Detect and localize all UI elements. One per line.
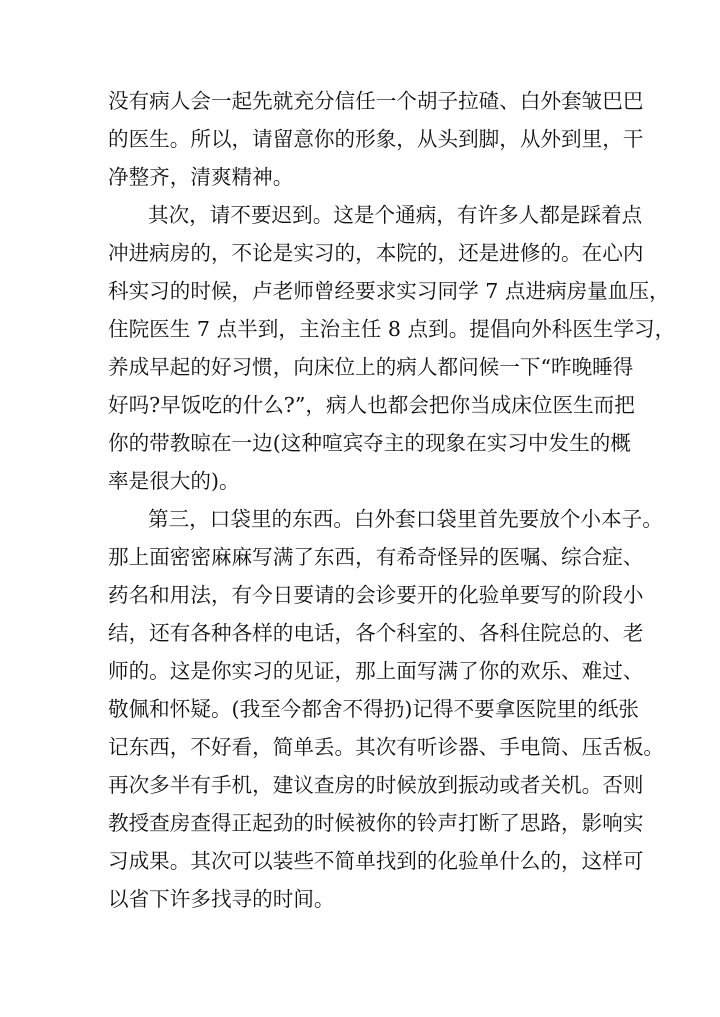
paragraph-3-line-9: 教授查房查得正起劲的时候被你的铃声打断了思路，影响实 bbox=[108, 811, 644, 835]
paragraph-3-line-2: 那上面密密麻麻写满了东西，有希奇怪异的医嘱、综合症、 bbox=[108, 545, 644, 569]
paragraph-2-line-8: 率是很大的)。 bbox=[108, 469, 240, 493]
paragraph-3-line-1: 第三，口袋里的东西。白外套口袋里首先要放个小本子。 bbox=[148, 507, 663, 531]
paragraph-3-line-8: 再次多半有手机，建议查房的时候放到振动或者关机。否则 bbox=[108, 773, 644, 797]
paragraph-2-line-6: 好吗?早饭吃的什么?”，病人也都会把你当成床位医生而把 bbox=[108, 393, 635, 417]
paragraph-3-line-3: 药名和用法，有今日要请的会诊要开的化验单要写的阶段小 bbox=[108, 583, 644, 607]
paragraph-1-line-3: 净整齐，清爽精神。 bbox=[108, 165, 294, 189]
paragraph-3-line-6: 敬佩和怀疑。(我至今都舍不得扔)记得不要拿医院里的纸张 bbox=[108, 697, 639, 721]
paragraph-1-line-2: 的医生。所以，请留意你的形象，从头到脚，从外到里，干 bbox=[108, 127, 644, 151]
paragraph-2-line-5: 养成早起的好习惯，向床位上的病人都问候一下“昨晚睡得 bbox=[108, 355, 634, 379]
paragraph-3-line-7: 记东西，不好看，简单丢。其次有听诊器、手电筒、压舌板。 bbox=[108, 735, 665, 759]
paragraph-3-line-10: 习成果。其次可以装些不简单找到的化验单什么的，这样可 bbox=[108, 849, 644, 873]
paragraph-2-line-7: 你的带教晾在一边(这种喧宾夺主的现象在实习中发生的概 bbox=[108, 431, 631, 455]
paragraph-3-line-11: 以省下许多找寻的时间。 bbox=[108, 887, 335, 911]
paragraph-2-line-3: 科实习的时候，卢老师曾经要求实习同学 7 点进病房量血压， bbox=[108, 279, 670, 303]
paragraph-3-line-4: 结，还有各种各样的电话，各个科室的、各科住院总的、老 bbox=[108, 621, 644, 645]
paragraph-2-line-1: 其次，请不要迟到。这是个通病，有许多人都是踩着点 bbox=[148, 203, 643, 227]
paragraph-2-line-2: 冲进病房的，不论是实习的，本院的，还是进修的。在心内 bbox=[108, 241, 644, 265]
paragraph-3-line-5: 师的。这是你实习的见证，那上面写满了你的欢乐、难过、 bbox=[108, 659, 644, 683]
paragraph-1-line-1: 没有病人会一起先就充分信任一个胡子拉碴、白外套皱巴巴 bbox=[108, 89, 644, 113]
paragraph-2-line-4: 住院医生 7 点半到，主治主任 8 点到。提倡向外科医生学习， bbox=[108, 317, 676, 341]
